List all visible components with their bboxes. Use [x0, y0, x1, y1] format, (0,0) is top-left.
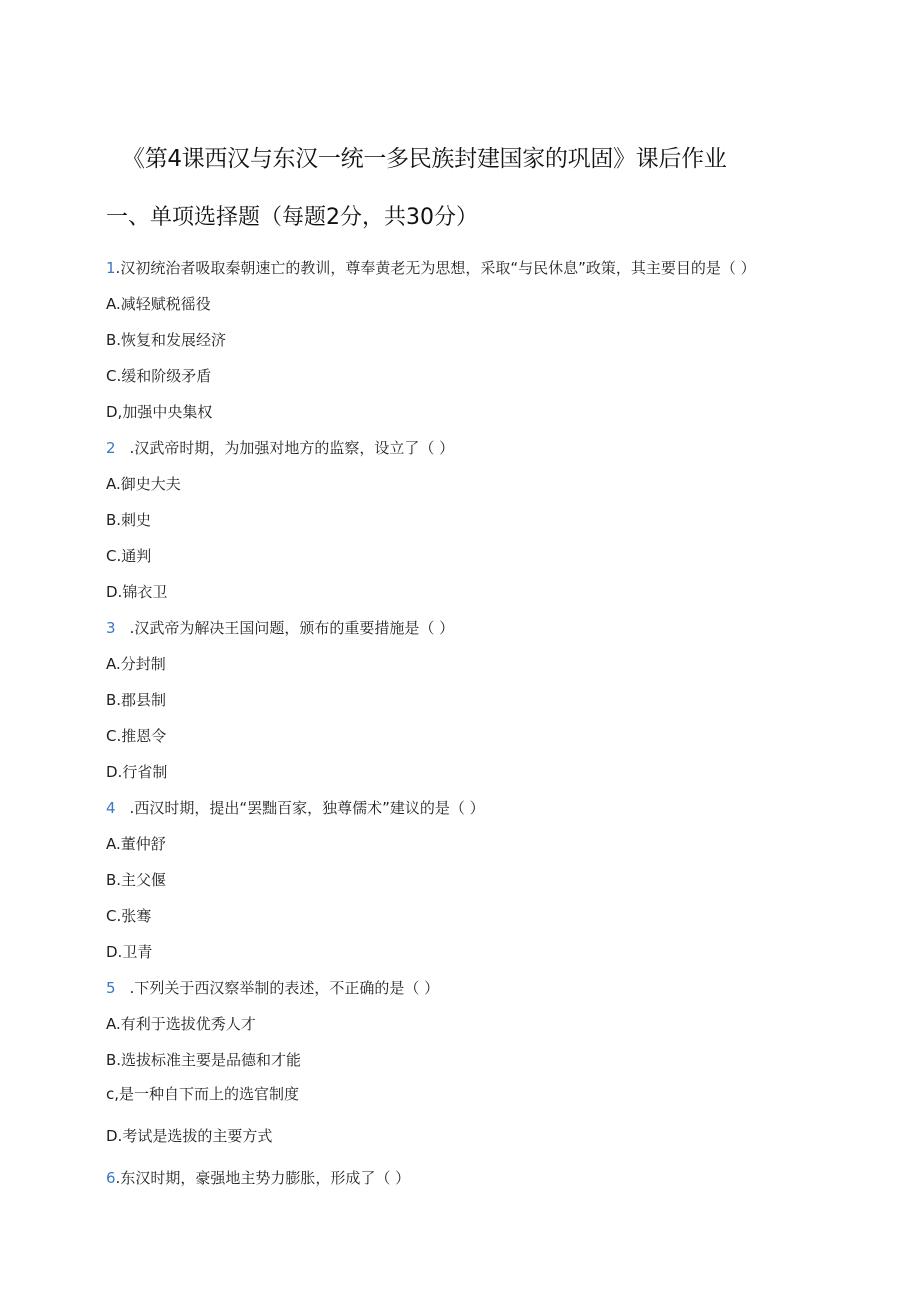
document-title: 《第4课西汉与东汉一统一多民族封建国家的巩固》课后作业 — [122, 146, 727, 172]
question-number: 2 — [106, 439, 116, 457]
section-heading: 一、单项选择题（每题2分，共30分） — [106, 205, 478, 230]
question-5-stem — [106, 977, 439, 999]
question-number: 1 — [106, 259, 116, 277]
question-text: 汉武帝时期，为加强对地方的监察，设立了（ ） — [134, 439, 455, 457]
question-4-option-c: C.张骞 — [106, 907, 152, 925]
question-1-option-d: D,加强中央集权 — [106, 403, 213, 421]
question-separator: . — [129, 439, 135, 457]
question-1-option-b: B.恢复和发展经济 — [106, 331, 227, 349]
question-5-option-b: B.选拔标准主要是品德和才能 — [106, 1051, 302, 1069]
question-5-option-c: c,是一种自下而上的选官制度 — [106, 1085, 300, 1103]
question-2-option-d: D.锦衣卫 — [106, 583, 168, 601]
question-2-option-c: C.通判 — [106, 547, 152, 565]
question-3-option-a: A.分封制 — [106, 655, 166, 673]
question-3-option-c: C.推恩令 — [106, 727, 167, 745]
question-2-option-a: A.御史大夫 — [106, 475, 181, 493]
question-number: 3 — [106, 619, 116, 637]
question-3-option-d: D.行省制 — [106, 763, 168, 781]
question-separator: . — [129, 619, 135, 637]
question-number: 6 — [106, 1169, 116, 1187]
question-2-option-b: B.刺史 — [106, 511, 152, 529]
question-3-stem — [106, 617, 454, 639]
question-2-stem — [106, 437, 454, 459]
question-6-stem — [106, 1167, 410, 1189]
question-text: 汉武帝为解决王国问题，颁布的重要措施是（ ） — [134, 619, 455, 637]
question-4-option-a: A.董仲舒 — [106, 835, 166, 853]
question-text: 西汉时期，提出“罢黜百家，独尊儒术”建议的是（ ） — [134, 799, 485, 817]
question-text: 东汉时期，豪强地主势力膨胀，形成了（ ） — [120, 1169, 411, 1187]
question-5-option-d: D.考试是选拔的主要方式 — [106, 1127, 273, 1145]
question-separator: . — [115, 259, 121, 277]
question-4-stem — [106, 797, 485, 819]
question-text: 汉初统治者吸取秦朝速亡的教训，尊奉黄老无为思想，采取“与民休息”政策，其主要目的是（ ） — [120, 259, 756, 277]
question-1-option-c: C.缓和阶级矛盾 — [106, 367, 212, 385]
question-1-option-a: A.减轻赋税徭役 — [106, 295, 211, 313]
question-number: 5 — [106, 979, 116, 997]
question-number: 4 — [106, 799, 116, 817]
question-separator: . — [129, 979, 135, 997]
question-separator: . — [115, 1169, 121, 1187]
question-5-option-a: A.有利于选拔优秀人才 — [106, 1015, 256, 1033]
question-3-option-b: B.郡县制 — [106, 691, 167, 709]
question-1-stem — [106, 257, 756, 279]
question-4-option-d: D.卫青 — [106, 943, 153, 961]
question-4-option-b: B.主父偃 — [106, 871, 167, 889]
question-text: 下列关于西汉察举制的表述，不正确的是（ ） — [134, 979, 440, 997]
question-separator: . — [129, 799, 135, 817]
